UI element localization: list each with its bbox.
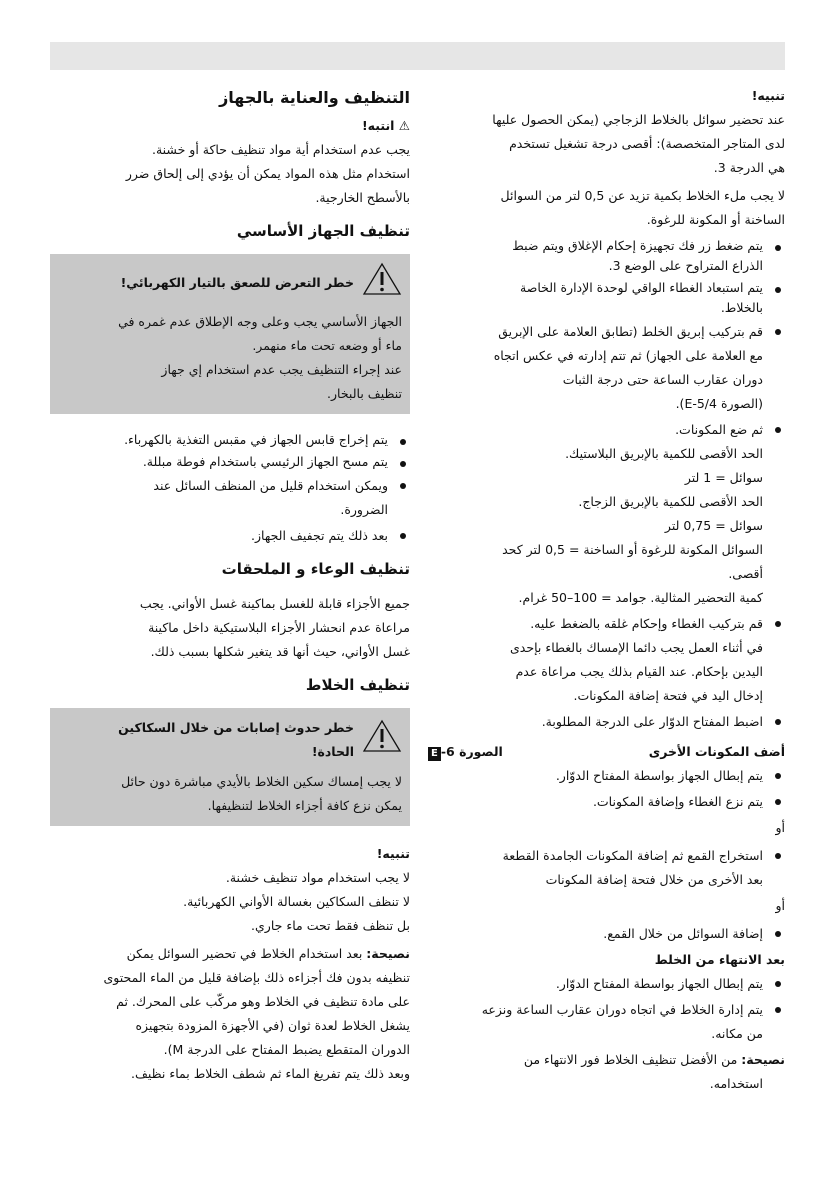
text-line (50, 942, 410, 966)
text-line: مراعاة عدم انحشار الأجزاء البلاستيكية داخل ماكينة (148, 620, 410, 635)
text-line (428, 1048, 785, 1072)
text-line: عند إجراء التنظيف يجب عدم استخدام إي جهاز (161, 362, 402, 377)
tip-label: نصيحة: (366, 946, 410, 961)
section-heading: تنظيف الجهاز الأساسي (236, 222, 410, 240)
figure-e-icon: E (428, 747, 441, 761)
text-line: يشغل الخلاط لعدة ثوان (في الأجهزة المزودة بتجهيزه (135, 1018, 410, 1033)
paragraph (50, 866, 410, 938)
figure-reference (428, 740, 503, 764)
warning-title (118, 716, 354, 764)
text-line: الدوران المتقطع يضبط المفتاح على الدرجة M). (163, 1042, 410, 1057)
text-line: يتم إخراج قابس الجهاز في مقبس التغذية بالكهرباء. (124, 432, 388, 447)
paragraph (428, 184, 785, 232)
text-line: الضرورة. (340, 502, 388, 517)
note-heading: تنبيه! (376, 846, 410, 861)
bullet-item (428, 418, 785, 610)
section-heading: تنظيف الخلاط (305, 676, 410, 694)
text-line: غسل الأواني، حيث أنها قد يتغير شكلها بسبب ذلك. (150, 644, 410, 659)
text-line: عند تحضير سوائل بالخلاط الزجاجي (يمكن الحصول عليها (492, 112, 785, 127)
text-line: بل تنظف فقط تحت ماء جاري. (251, 918, 410, 933)
figure-heading (428, 740, 785, 764)
bullet-item (428, 844, 785, 892)
text-line: الذراع المتراوح على الوضع 3. (608, 258, 763, 273)
warning-triangle-icon (362, 719, 402, 761)
warning-title (121, 271, 354, 295)
tip-text: من الأفضل تنظيف الخلاط فور الانتهاء من (523, 1052, 742, 1067)
text-line: (الصورة 5/4-E). (675, 396, 763, 411)
right-column (428, 84, 785, 1100)
text-line: يتم ضغط زر فك تجهيزة إحكام الإغلاق ويتم ضبط (512, 238, 763, 253)
text-line: كمية التحضير المثالية. جوامد = 100–50 غرام. (518, 590, 763, 605)
text-line: استخدامه. (709, 1076, 763, 1091)
text-line: أو (775, 898, 785, 913)
text-line: لا يجب استخدام مواد تنظيف خشنة. (225, 870, 410, 885)
text-line: يتم إبطال الجهاز بواسطة المفتاح الدوّار. (555, 976, 763, 991)
text-line: يجب عدم استخدام أية مواد تنظيف حاكة أو خشنة. (151, 142, 410, 157)
warning-header (58, 262, 402, 304)
left-column (50, 84, 410, 1090)
text-line: قم بتركيب إبريق الخلط (تطابق العلامة على الإبريق (498, 324, 763, 339)
figure-label: الصورة 6- (440, 744, 503, 759)
text-line: على مادة تنظيف في الخلاط وهو مركّب على المحرك. ثم (116, 994, 410, 1009)
warning-triangle-icon (362, 262, 402, 304)
text-line: استخدام مثل هذه المواد يمكن أن يؤدي إلى إلحاق ضرر (125, 166, 410, 181)
bullet-item (50, 430, 410, 450)
tip-text: بعد استخدام الخلاط في تحضير السوائل يمكن (126, 946, 367, 961)
note-heading: تنبيه! (751, 88, 785, 103)
bullet-item (428, 612, 785, 708)
text-line: يتم نزع الغطاء وإضافة المكونات. (592, 794, 763, 809)
text-line: أقصى. (728, 566, 763, 581)
paragraph (428, 816, 785, 840)
note-heading: ⚠ انتبه! (361, 118, 410, 133)
bullet-item (428, 922, 785, 946)
text-line: بالخلاط. (720, 300, 763, 315)
warning-title-line: خطر حدوث إصابات من خلال السكاكين (118, 720, 354, 735)
text-line: الحد الأقصى للكمية بالإبريق البلاستيك. (565, 446, 763, 461)
text-line: الجهاز الأساسي يجب وعلى وجه الإطلاق عدم غمره في (118, 314, 402, 329)
text-line: إدخال اليد في فتحة إضافة المكونات. (573, 688, 763, 703)
text-line: جميع الأجزاء قابلة للغسل بماكينة غسل الأواني. يجب (139, 596, 410, 611)
text-line: سوائل = 1 لتر (684, 470, 763, 485)
text-line: اضبط المفتاح الدوّار على الدرجة المطلوبة. (541, 714, 763, 729)
bullet-item (50, 474, 410, 522)
text-line: بعد الأخرى من خلال فتحة إضافة المكونات (545, 872, 763, 887)
text-line: في أثناء العمل يجب دائما الإمساك بالغطاء بإحدى (510, 640, 763, 655)
bullet-item (428, 236, 785, 276)
text-line: لا تنظف السكاكين بغسالة الأواني الكهربائية. (183, 894, 410, 909)
text-line: ويمكن استخدام قليل من المنظف السائل عند (153, 478, 388, 493)
text-line: اليدين بإحكام. عند القيام بذلك يجب مراعاة عدم (515, 664, 763, 679)
text-line: يتم مسح الجهاز الرئيسي باستخدام فوطة مبللة. (142, 454, 388, 469)
text-line: دوران عقارب الساعة حتى درجة الثبات (562, 372, 763, 387)
bullet-item (50, 524, 410, 548)
warning-title-line: الحادة! (311, 744, 354, 759)
text-line: لدى المتاجر المتخصصة): أقصى درجة تشغيل تستخدم (509, 136, 785, 151)
paragraph (428, 894, 785, 918)
warning-title-line: خطر التعرض للصعق بالتيار الكهربائي! (120, 275, 354, 290)
section-heading: تنظيف الوعاء و الملحقات (221, 560, 410, 578)
text-line: السوائل المكونة للرغوة أو الساخنة = 0,5 لتر كحد (502, 542, 763, 557)
text-line: إضافة السوائل من خلال القمع. (603, 926, 763, 941)
text-line: قم بتركيب الغطاء وإحكام غلقه بالضغط عليه. (530, 616, 763, 631)
bullet-item (428, 710, 785, 734)
text-line: يمكن نزع كافة أجزاء الخلاط لتنظيفها. (207, 798, 402, 813)
text-line: تنظيف بالبخار. (327, 386, 402, 401)
text-line: بالأسطح الخارجية. (315, 190, 410, 205)
bullet-item (428, 998, 785, 1046)
warning-box (50, 254, 410, 414)
warning-header (58, 716, 402, 764)
text-line: سوائل = 0,75 لتر (664, 518, 763, 533)
text-line: يتم إدارة الخلاط في اتجاه دوران عقارب الساعة ونزعه (481, 1002, 763, 1017)
text-line: من مكانه. (711, 1026, 763, 1041)
text-line: لا يجب إمساك سكين الخلاط بالأيدي مباشرة دون حائل (121, 774, 402, 789)
text-line: يتم إبطال الجهاز بواسطة المفتاح الدوّار. (555, 768, 763, 783)
bullet-item (50, 452, 410, 472)
text-line: الساخنة أو المكونة للرغوة. (646, 212, 785, 227)
text-line: ثم ضع المكونات. (675, 422, 763, 437)
text-line: مع العلامة على الجهاز) ثم تتم إدارته في عكس اتجاه (493, 348, 763, 363)
paragraph (428, 108, 785, 180)
header-bar (50, 42, 785, 70)
text-line: هي الدرجة 3. (713, 160, 785, 175)
bullet-item (428, 790, 785, 814)
tip-paragraph (50, 942, 410, 1086)
text-line: الحد الأقصى للكمية بالإبريق الزجاج. (578, 494, 763, 509)
text-line: استخراج القمع ثم إضافة المكونات الجامدة القطعة (502, 848, 763, 863)
text-line: لا يجب ملء الخلاط بكمية تزيد عن 0,5 لتر من السوائل (500, 188, 785, 203)
tip-paragraph (428, 1048, 785, 1096)
paragraph (50, 138, 410, 210)
section-title: التنظيف والعناية بالجهاز (219, 88, 410, 107)
text-line: أو (775, 820, 785, 835)
text-line: وبعد ذلك يتم تفريغ الماء ثم شطف الخلاط بماء نظيف. (130, 1066, 410, 1081)
bullet-item (428, 278, 785, 318)
text-line: يتم استبعاد الغطاء الواقي لوحدة الإدارة الخاصة (520, 280, 763, 295)
tip-label: نصيحة: (741, 1052, 785, 1067)
bullet-item (428, 972, 785, 996)
bullet-item (428, 764, 785, 788)
text-line: تنظيفه بدون فك أجزاءه ذلك بإضافة قليل من الماء المحتوى (103, 970, 410, 985)
bullet-item (428, 320, 785, 416)
warning-box (50, 708, 410, 826)
note-heading: بعد الانتهاء من الخلط (654, 952, 785, 967)
figure-heading-title: أضف المكونات الأخرى (648, 744, 785, 759)
text-line: بعد ذلك يتم تجفيف الجهاز. (251, 528, 388, 543)
text-line: ماء أو وضعه تحت ماء منهمر. (252, 338, 402, 353)
paragraph (50, 592, 410, 664)
